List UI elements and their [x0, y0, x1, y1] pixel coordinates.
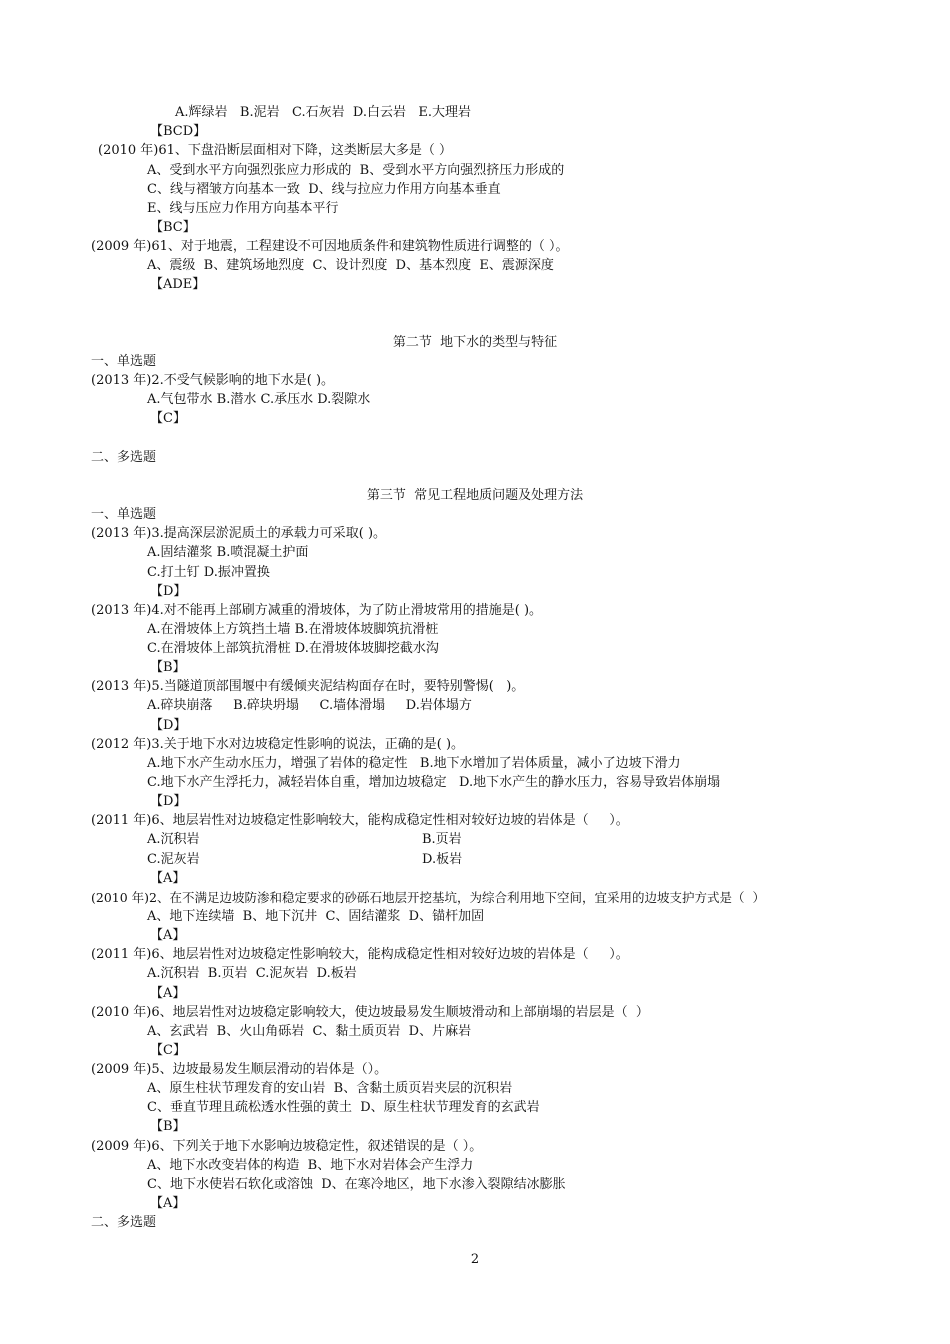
- answer-option: C.泥灰岩: [147, 852, 200, 867]
- answer-options: A.沉积岩 B.页岩 C.泥灰岩 D.板岩: [147, 966, 357, 981]
- question: (2012 年)3.关于地下水对边坡稳定性影响的说法，正确的是( )。: [91, 737, 465, 752]
- question: (2009 年)6、下列关于地下水影响边坡稳定性，叙述错误的是（ ）。: [91, 1139, 483, 1154]
- answer-option: B.页岩: [422, 832, 462, 847]
- answer-key: 【B】: [150, 1119, 186, 1134]
- answer-key: 【D】: [150, 794, 187, 809]
- answer-options: A、受到水平方向强烈张应力形成的 B、受到水平方向强烈挤压力形成的: [147, 163, 565, 178]
- answer-key: 【B】: [150, 660, 186, 675]
- question: (2013 年)2.不受气候影响的地下水是( )。: [91, 373, 335, 388]
- answer-key: 【A】: [150, 1196, 186, 1211]
- answer-options: A.碎块崩落 B.碎块坍塌 C.墙体滑塌 D.岩体塌方: [147, 698, 472, 713]
- question: (2009 年)61、对于地震，工程建设不可因地质条件和建筑物性质进行调整的（ ）。: [91, 239, 569, 254]
- answer-options: C、地下水使岩石软化或溶蚀 D、在寒冷地区，地下水渗入裂隙结冰膨胀: [147, 1177, 566, 1192]
- answer-options: A.辉绿岩 B.泥岩 C.石灰岩 D.白云岩 E.大理岩: [175, 105, 471, 120]
- subsection-heading: 二、多选题: [91, 450, 157, 465]
- question: (2013 年)3.提高深层淤泥质土的承载力可采取( )。: [91, 526, 387, 541]
- answer-option: D.板岩: [422, 852, 463, 867]
- answer-options: A.固结灌浆 B.喷混凝土护面: [147, 545, 309, 560]
- answer-key: 【C】: [150, 411, 186, 426]
- section-heading: 第三节 常见工程地质问题及处理方法: [366, 488, 584, 503]
- question: (2011 年)6、地层岩性对边坡稳定性影响较大，能构成稳定性相对较好边坡的岩体是（ ）。: [91, 947, 629, 962]
- answer-key: 【A】: [150, 928, 186, 943]
- question: (2010 年)6、地层岩性对边坡稳定影响较大，使边坡最易发生顺坡滑动和上部崩塌的岩层是（ ）: [91, 1005, 649, 1020]
- question: (2013 年)4.对不能再上部刷方减重的滑坡体，为了防止滑坡常用的措施是( )。: [91, 603, 543, 618]
- answer-key: 【D】: [150, 584, 187, 599]
- answer-key: 【ADE】: [150, 277, 206, 292]
- answer-options: A、原生柱状节理发育的安山岩 B、含黏土质页岩夹层的沉积岩: [147, 1081, 513, 1096]
- page-number: 2: [470, 1252, 480, 1267]
- answer-options: C、垂直节理且疏松透水性强的黄土 D、原生柱状节理发育的玄武岩: [147, 1100, 540, 1115]
- answer-options: C、线与褶皱方向基本一致 D、线与拉应力作用方向基本垂直: [147, 182, 501, 197]
- answer-key: 【D】: [150, 718, 187, 733]
- answer-key: 【C】: [150, 1043, 186, 1058]
- answer-key: 【BCD】: [150, 124, 207, 139]
- answer-options: C.打土钉 D.振冲置换: [147, 565, 270, 580]
- answer-options: C.地下水产生浮托力，减轻岩体自重，增加边坡稳定 D.地下水产生的静水压力，容易导致岩体崩塌: [147, 775, 721, 790]
- question: (2009 年)5、边坡最易发生顺层滑动的岩体是（）。: [91, 1062, 388, 1077]
- question: (2013 年)5.当隧道顶部围堰中有缓倾夹泥结构面存在时，要特别警惕( )。: [91, 679, 525, 694]
- answer-key: 【A】: [150, 871, 186, 886]
- answer-options: A、地下水改变岩体的构造 B、地下水对岩体会产生浮力: [147, 1158, 474, 1173]
- answer-options: A.气包带水 B.潜水 C.承压水 D.裂隙水: [147, 392, 371, 407]
- answer-options: E、线与压应力作用方向基本平行: [147, 201, 339, 216]
- answer-options: A、震级 B、建筑场地烈度 C、设计烈度 D、基本烈度 E、震源深度: [147, 258, 554, 273]
- answer-key: 【A】: [150, 986, 186, 1001]
- answer-options: A、玄武岩 B、火山角砾岩 C、黏土质页岩 D、片麻岩: [147, 1024, 472, 1039]
- answer-option: A.沉积岩: [147, 832, 200, 847]
- section-heading: 第二节 地下水的类型与特征: [392, 335, 558, 350]
- answer-options: C.在滑坡体上部筑抗滑桩 D.在滑坡体坡脚挖截水沟: [147, 641, 439, 656]
- subsection-heading: 二、多选题: [91, 1215, 157, 1230]
- subsection-heading: 一、单选题: [91, 507, 157, 522]
- answer-key: 【BC】: [150, 220, 196, 235]
- question: (2011 年)6、地层岩性对边坡稳定性影响较大，能构成稳定性相对较好边坡的岩体是（ ）。: [91, 813, 629, 828]
- answer-options: A.地下水产生动水压力，增强了岩体的稳定性 B.地下水增加了岩体质量，减小了边坡下滑力: [147, 756, 681, 771]
- subsection-heading: 一、单选题: [91, 354, 157, 369]
- question: (2010 年)2、在不满足边坡防渗和稳定要求的砂砾石地层开挖基坑，为综合利用地下空间，宜采用的边坡支护方式是（ ）: [91, 890, 765, 905]
- answer-options: A.在滑坡体上方筑挡土墙 B.在滑坡体坡脚筑抗滑桩: [147, 622, 439, 637]
- answer-options: A、地下连续墙 B、地下沉井 C、固结灌浆 D、锚杆加固: [147, 909, 485, 924]
- question: (2010 年)61、下盘沿断层面相对下降，这类断层大多是（ ）: [98, 143, 453, 158]
